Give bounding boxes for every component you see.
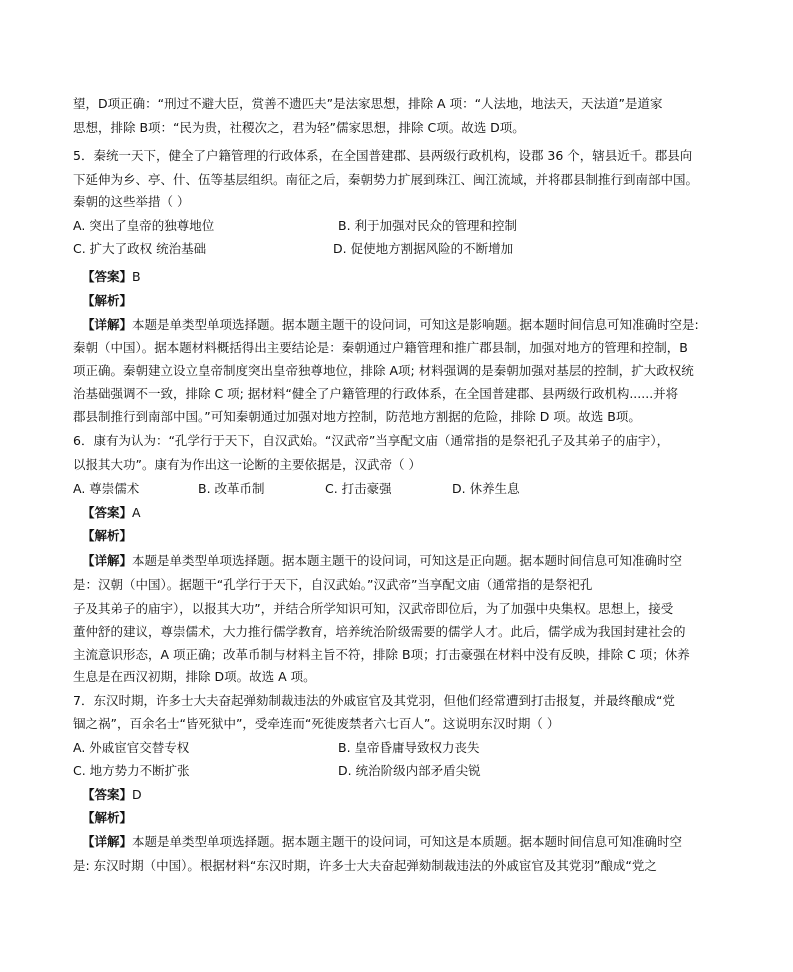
q5-option-c: C. 扩大了政权 统治基础 [73, 241, 207, 256]
q5-option-d: D. 促使地方割据风险的不断增加 [333, 241, 514, 256]
q6-answer-value: A [132, 505, 141, 520]
q6-detail-line-1: 【详解】本题是单类型单项选择题。据本题主题干的设问词，可知这是正向题。据本题时间信息可知准确时空 [82, 553, 683, 568]
q7-answer [82, 787, 742, 803]
q7-detail-line-1: 【详解】本题是单类型单项选择题。据本题主题干的设问词，可知这是本质题。据本题时间信息可知准确时空 [82, 834, 683, 849]
q6-option-c: C. 打击豪强 [325, 481, 392, 496]
q5-detail-label: 【详解】 [82, 317, 133, 332]
q6-detail-label: 【详解】 [82, 553, 133, 568]
q5-detail-line-2: 秦朝（中国）。据本题材料概括得出主要结论是：秦朝通过户籍管理和推广郡县制，加强对地方的管理和控制，B [73, 340, 688, 355]
q6-detail-line-4: 董仲舒的建议，尊崇儒术，大力推行儒学教育，培养统治阶级需要的儒学人才。此后，儒学成为我国封建社会的 [73, 624, 686, 639]
q7-option-c: C. 地方势力不断扩张 [73, 763, 190, 778]
q6-stem-line-1: 6．康有为认为：“孔学行于天下，自汉武始。“汉武帝”当享配文庙（通常指的是祭祀孔子及其弟子的庙宇）， [73, 433, 670, 448]
q5-option-b: B. 利于加强对民众的管理和控制 [338, 218, 518, 233]
q6-detail-line-2: 是：汉朝（中国）。据题干“孔学行于天下，自汉武始。”汉武帝”当享配文庙（通常指的是祭祀孔 [73, 577, 593, 592]
q6-detail-line-5: 主流意识形态，A 项正确；改革币制与材料主旨不符，排除 B项；打击豪强在材料中没有反映，排除 C 项；休养 [73, 647, 690, 662]
q5-option-a: A. 突出了皇帝的独尊地位 [73, 218, 215, 233]
q5-answer [82, 269, 742, 285]
q7-analysis-heading: 【解析】 [82, 810, 133, 825]
q5-answer-value: B [132, 269, 141, 284]
q7-answer-value: D [132, 787, 142, 802]
q6-option-b: B. 改革币制 [198, 481, 265, 496]
q5-analysis-heading: 【解析】 [82, 293, 133, 308]
q5-detail-line-3: 项正确。秦朝建立设立皇帝制度突出皇帝独尊地位，排除 A项; 材料强调的是秦朝加强对基层的控制，扩大政权统 [73, 363, 694, 378]
q5-stem-line-3: 秦朝的这些举措（ ） [73, 194, 190, 209]
q4-analysis-line-2: 思想，排除 B项：“民为贵，社稷次之，君为轻”儒家思想，排除 C项。故选 D项。 [73, 120, 525, 135]
q7-detail-line-2: 是: 东汉时期（中国）。根据材料“东汉时期，许多士大夫奋起弹劾制裁违法的外戚宦官及其党羽”酿成“党之 [73, 858, 657, 873]
q5-answer-label: 【答案】 [82, 269, 133, 284]
q6-option-d: D. 休养生息 [452, 481, 520, 496]
q7-detail-label: 【详解】 [82, 834, 133, 849]
q6-detail-line-6: 生息是在西汉初期，排除 D项。故选 A 项。 [73, 669, 316, 684]
q6-analysis-heading: 【解析】 [82, 528, 133, 543]
q7-answer-label: 【答案】 [82, 787, 133, 802]
q7-option-d: D. 统治阶级内部矛盾尖锐 [338, 763, 481, 778]
q6-option-a: A. 尊崇儒术 [73, 481, 140, 496]
q7-option-b: B. 皇帝昏庸导致权力丧失 [338, 740, 480, 755]
q6-detail-line-3: 子及其弟子的庙宇），以报其大功”，并结合所学知识可知，汉武帝即位后，为了加强中央集权。思想上，接受 [73, 601, 674, 616]
q7-option-a: A. 外戚宦官交替专权 [73, 740, 190, 755]
q6-answer-label: 【答案】 [82, 505, 133, 520]
q5-detail-line-4: 治基础强调不一致，排除 C 项; 据材料“健全了户籍管理的行政体系，在全国普建郡、县两级行政机构......并将 [73, 386, 679, 401]
q6-answer [82, 505, 742, 521]
q7-stem-line-1: 7．东汉时期，许多士大夫奋起弹劾制裁违法的外戚宦官及其党羽，但他们经常遭到打击报复，并最终酿成“党 [73, 693, 675, 708]
q5-stem-line-2: 下延伸为乡、亭、什、伍等基层组织。南征之后，秦朝势力扩展到珠江、闽江流域，并将郡县制推行到南部中国。 [73, 172, 699, 187]
q7-stem-line-2: 锢之祸”，百余名士“皆死狱中”，受牵连而“死徙废禁者六七百人”。这说明东汉时期（ ） [73, 716, 560, 731]
q6-stem-line-2: 以报其大功”。康有为作出这一论断的主要依据是，汉武帝（ ） [73, 457, 421, 472]
q5-detail-line-5: 郡县制推行到南部中国。”可知秦朝通过加强对地方控制，防范地方割据的危险，排除 D 项。故选 B项。 [73, 409, 641, 424]
q5-stem-line-1: 5．秦统一天下，健全了户籍管理的行政体系，在全国普建郡、县两级行政机构，设郡 36 个，辖县近千。郡县向 [73, 148, 693, 163]
q4-analysis-line-1: 望，D项正确：“刑过不避大臣，赏善不遗匹夫”是法家思想，排除 A 项：“人法地，地法天，天法道”是道家 [73, 96, 663, 111]
q5-detail-line-1: 【详解】本题是单类型单项选择题。据本题主题干的设问词，可知这是影响题。据本题时间信息可知准确时空是: [82, 317, 699, 332]
